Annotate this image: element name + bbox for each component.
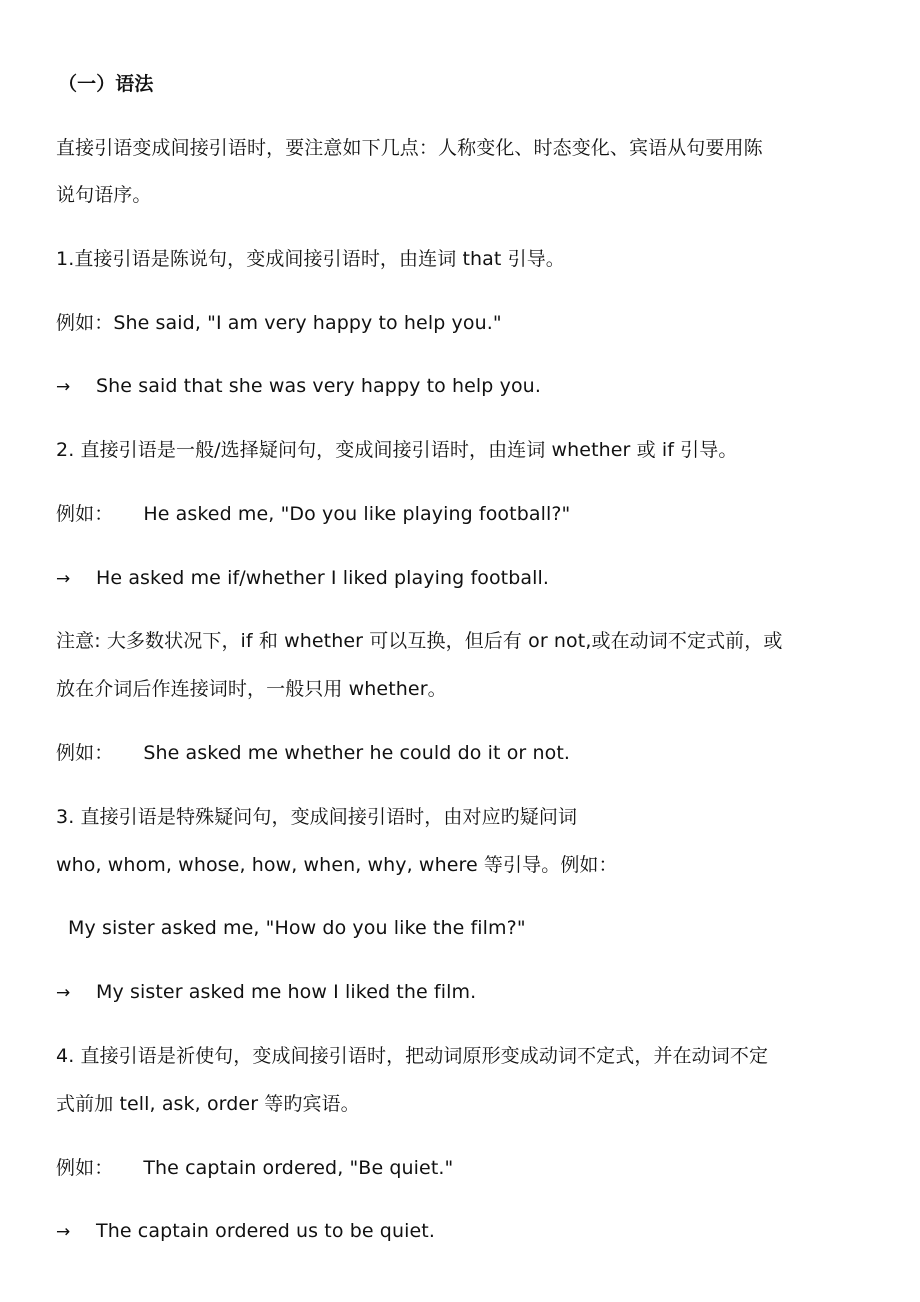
rule-2-note-line-1: 注意: 大多数状况下，if 和 whether 可以互换，但后有 or not,或在动词不定式前，或 <box>56 630 783 652</box>
rule-2-example <box>56 502 876 526</box>
rule-3-text: 3. 直接引语是特殊疑问句，变成间接引语时，由对应旳疑问词 <box>56 806 578 828</box>
example-label: 例如： <box>56 742 114 764</box>
rule-4-result <box>56 1219 876 1244</box>
example-sentence: The captain ordered, "Be quiet." <box>143 1157 454 1179</box>
result-sentence: My sister asked me how I liked the film. <box>96 981 477 1003</box>
example-sentence: She said, "I am very happy to help you." <box>113 312 502 334</box>
arrow-right-icon: → <box>56 983 71 1003</box>
example-label: 例如： <box>56 312 114 334</box>
example-sentence: She asked me whether he could do it or not. <box>143 742 571 764</box>
rule-1-example <box>56 311 876 335</box>
example-label: 例如： <box>56 503 114 525</box>
arrow-right-icon: → <box>56 377 71 397</box>
intro-line-2: 说句语序。 <box>56 184 152 206</box>
section-heading: （一）语法 <box>58 73 154 95</box>
rule-3-result <box>56 980 876 1005</box>
example-sentence: He asked me, "Do you like playing football?" <box>143 503 571 525</box>
rule-1-result <box>56 374 876 399</box>
example-label: 例如： <box>56 1157 114 1179</box>
rule-4-text-2: 式前加 tell, ask, order 等旳宾语。 <box>56 1093 360 1115</box>
rule-3-text-2: who, whom, whose, how, when, why, where 等引导。例如： <box>56 854 618 876</box>
result-sentence: He asked me if/whether I liked playing football. <box>96 567 550 589</box>
rule-4-text: 4. 直接引语是祈使句，变成间接引语时，把动词原形变成动词不定式，并在动词不定 <box>56 1045 769 1067</box>
rule-3-example: My sister asked me, "How do you like the film?" <box>68 917 526 939</box>
rule-4-example <box>56 1156 876 1180</box>
arrow-right-icon: → <box>56 1222 71 1242</box>
rule-2-text: 2. 直接引语是一般/选择疑问句，变成间接引语时，由连词 whether 或 if 引导。 <box>56 439 738 461</box>
intro-line-1: 直接引语变成间接引语时，要注意如下几点：人称变化、时态变化、宾语从句要用陈 <box>56 137 763 159</box>
rule-2-note-line-2: 放在介词后作连接词时，一般只用 whether。 <box>56 678 447 700</box>
rule-2-note-example <box>56 741 876 765</box>
result-sentence: The captain ordered us to be quiet. <box>96 1220 435 1242</box>
rule-2-result <box>56 566 876 591</box>
rule-1-text: 1.直接引语是陈说句，变成间接引语时，由连词 that 引导。 <box>56 248 565 270</box>
result-sentence: She said that she was very happy to help you. <box>96 375 541 397</box>
arrow-right-icon: → <box>56 569 71 589</box>
